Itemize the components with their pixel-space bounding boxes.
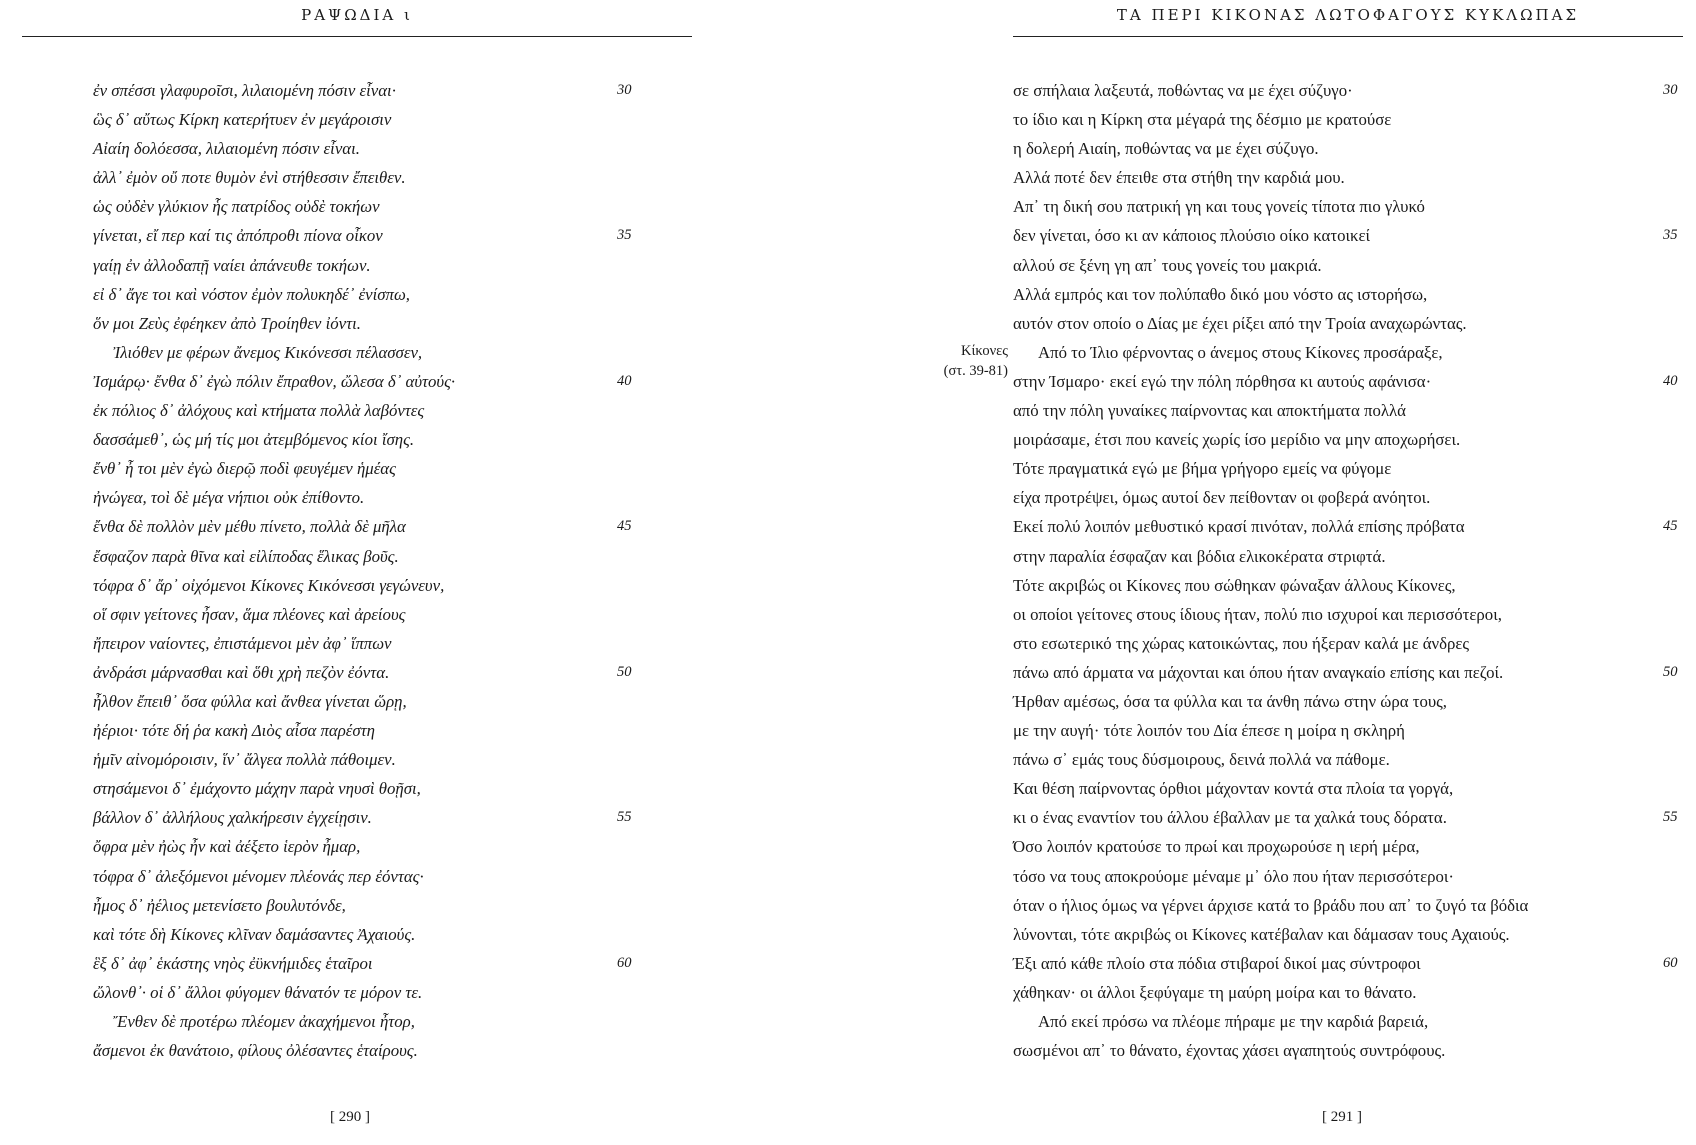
verse-line [0, 105, 848, 134]
verse-line [0, 192, 848, 221]
verse-text: με την αυγή· τότε λοιπόν του Δία έπεσε η μοίρα η σκληρή [1013, 721, 1405, 741]
line-number: 35 [617, 227, 632, 244]
verse-line [0, 512, 848, 541]
verse-line [848, 803, 1696, 832]
verse-text: λύνονται, τότε ακριβώς οι Κίκονες κατέβαλαν και δάμασαν τους Αχαιούς. [1013, 924, 1510, 944]
margin-note-ref: (στ. 39-81) [943, 363, 1008, 379]
line-number: 35 [1663, 227, 1678, 244]
line-number: 40 [1663, 372, 1678, 389]
verse-text: ὡς οὐδὲν γλύκιον ἧς πατρίδος οὐδὲ τοκήων [93, 197, 380, 217]
verse-line [848, 745, 1696, 774]
verse-text: πάνω από άρματα να μάχονται και όπου ήταν αναγκαίο επίσης και πεζοί. [1013, 662, 1504, 682]
verse-text: οἵ σφιν γείτονες ἦσαν, ἅμα πλέονες καὶ ἀρείους [93, 604, 406, 624]
verse-line [848, 512, 1696, 541]
line-number: 50 [1663, 663, 1678, 680]
verse-line [0, 920, 848, 949]
verse-line [0, 949, 848, 978]
verse-text: ἦλθον ἔπειθ᾽ ὅσα φύλλα καὶ ἄνθεα γίνεται ὥρῃ, [93, 691, 407, 711]
verse-line [848, 454, 1696, 483]
verse-line [848, 687, 1696, 716]
verse-line [848, 134, 1696, 163]
verse-line [848, 658, 1696, 687]
verse-text: καὶ τότε δὴ Κίκονες κλῖναν δαμάσαντες Ἀχαιούς. [93, 924, 416, 944]
verse-text: βάλλον δ᾽ ἀλλήλους χαλκήρεσιν ἐγχείῃσιν. [93, 808, 372, 828]
verse-text: Ήρθαν αμέσως, όσα τα φύλλα και τα άνθη πάνω στην ώρα τους, [1013, 691, 1447, 711]
verse-line [848, 76, 1696, 105]
verse-line [0, 600, 848, 629]
verse-line [0, 134, 848, 163]
verse-line [0, 832, 848, 861]
verse-text: Εκεί πολύ λοιπόν μεθυστικό κρασί πινόταν, πολλά επίσης πρόβατα [1013, 517, 1465, 537]
page-number: [ 291 ] [1322, 1109, 1362, 1125]
verse-line [0, 1036, 848, 1065]
verse-line [0, 1007, 848, 1036]
verse-line [848, 396, 1696, 425]
verse-line [0, 280, 848, 309]
verse-line [0, 803, 848, 832]
line-number: 30 [617, 82, 632, 98]
verse-line [848, 716, 1696, 745]
verse-line [848, 425, 1696, 454]
running-header: ΡΑΨΩΔΙΑ ι [301, 6, 413, 24]
verse-text: τόφρα δ᾽ ἄρ᾽ οἰχόμενοι Κίκονες Κικόνεσσι γεγώνευν, [93, 575, 445, 595]
verse-text: αυτόν στον οποίο ο Δίας με έχει ρίξει από την Τροία αναχωρώντας. [1013, 313, 1467, 333]
verse-text: ἠέριοι· τότε δή ῥα κακὴ Διὸς αἶσα παρέστη [93, 721, 375, 741]
verse-line [0, 338, 848, 367]
verse-text: δεν γίνεται, όσο κι αν κάποιος πλούσιο οίκο κατοικεί [1013, 226, 1371, 246]
verse-text: τόφρα δ᾽ ἀλεξόμενοι μένομεν πλέονάς περ ἐόντας· [93, 866, 424, 886]
verse-line [0, 687, 848, 716]
right-page [848, 0, 1696, 1145]
verse-line [0, 658, 848, 687]
verse-text: ὣς δ᾽ αὔτως Κίρκη κατερήτυεν ἐν μεγάροισιν [93, 110, 392, 130]
verse-line [0, 309, 848, 338]
verse-text: μοιράσαμε, έτσι που κανείς χωρίς ίσο μερίδιο να μην αποχωρήσει. [1013, 430, 1461, 450]
verse-text: Τότε πραγματικά εγώ με βήμα γρήγορο εμείς να φύγομε [1013, 459, 1392, 479]
verse-text: ἄσμενοι ἐκ θανάτοιο, φίλους ὀλέσαντες ἑταίρους. [93, 1041, 418, 1061]
verse-text: χάθηκαν· οι άλλοι ξεφύγαμε τη μαύρη μοίρα και το θάνατο. [1013, 982, 1417, 1002]
verse-line [848, 629, 1696, 658]
verse-text: αλλού σε ξένη γη απ᾽ τους γονείς του μακριά. [1013, 255, 1322, 275]
verse-line [848, 221, 1696, 250]
verse-line [848, 280, 1696, 309]
verse-line [0, 629, 848, 658]
line-number: 40 [617, 372, 632, 389]
line-number: 55 [1663, 809, 1678, 826]
verse-text: Ἔνθεν δὲ προτέρω πλέομεν ἀκαχήμενοι ἦτορ, [113, 1012, 415, 1031]
verse-text: στην Ίσμαρο· εκεί εγώ την πόλη πόρθησα κι αυτούς αφάνισα· [1013, 371, 1432, 391]
verse-line [848, 251, 1696, 280]
verse-text: ἔνθ᾽ ἦ τοι μὲν ἐγὼ διερῷ ποδὶ φευγέμεν ἡμέας [93, 459, 396, 479]
verse-line [848, 832, 1696, 861]
verse-line [848, 571, 1696, 600]
verse-line [848, 600, 1696, 629]
verse-line [0, 221, 848, 250]
line-number: 30 [1663, 82, 1678, 98]
verse-line [0, 367, 848, 396]
verse-text: Αἰαίη δολόεσσα, λιλαιομένη πόσιν εἶναι. [93, 139, 360, 159]
verse-text: ἔνθα δὲ πολλὸν μὲν μέθυ πίνετο, πολλὰ δὲ μῆλα [93, 517, 406, 537]
verse-text: Ἰσμάρῳ· ἔνθα δ᾽ ἐγὼ πόλιν ἔπραθον, ὤλεσα δ᾽ αὐτούς· [93, 371, 456, 391]
verse-text: ἤπειρον ναίοντες, ἐπιστάμενοι μὲν ἀφ᾽ ἵππων [93, 633, 392, 653]
verse-line [0, 425, 848, 454]
line-number: 60 [617, 954, 632, 971]
verse-line [0, 483, 848, 512]
verse-text: εἰ δ᾽ ἄγε τοι καὶ νόστον ἐμὸν πολυκηδέ᾽ ἐνίσπω, [93, 284, 410, 304]
verse-text: κι ο ένας εναντίον του άλλου έβαλλαν με τα χαλκά τους δόρατα. [1013, 808, 1447, 828]
verse-text: ἠνώγεα, τοὶ δὲ μέγα νήπιοι οὐκ ἐπίθοντο. [93, 488, 365, 508]
verse-text: σωσμένοι απ᾽ το θάνατο, έχοντας χάσει αγαπητούς συντρόφους. [1013, 1041, 1446, 1061]
line-number: 45 [617, 518, 632, 535]
verse-text: Ἰλιόθεν με φέρων ἄνεμος Κικόνεσσι πέλασσεν, [113, 342, 423, 362]
verse-text: Τότε ακριβώς οι Κίκονες που σώθηκαν φώναξαν άλλους Κίκονες, [1013, 575, 1456, 595]
verse-text: ἀλλ᾽ ἐμὸν οὔ ποτε θυμὸν ἐνὶ στήθεσσιν ἔπειθεν. [93, 168, 406, 188]
verse-line [848, 483, 1696, 512]
running-header: ΤΑ ΠΕΡΙ ΚΙΚΟΝΑΣ ΛΩΤΟΦΑΓΟΥΣ ΚΥΚΛΩΠΑΣ [1116, 6, 1580, 24]
verse-text: στο εσωτερικό της χώρας κατοικώντας, που ήξεραν καλά με άνδρες [1013, 633, 1470, 653]
verse-text: Αλλά ποτέ δεν έπειθε στα στήθη την καρδιά μου. [1013, 168, 1345, 188]
verse-text: Και θέση παίρνοντας όρθιοι μάχονταν κοντά στα πλοία τα γοργά, [1013, 779, 1454, 799]
verse-line [0, 716, 848, 745]
verse-text: η δολερή Αιαίη, ποθώντας να με έχει σύζυγο. [1013, 139, 1319, 159]
verse-line [848, 163, 1696, 192]
verse-line [0, 454, 848, 483]
verse-text: το ίδιο και η Κίρκη στα μέγαρά της δέσμιο με κρατούσε [1013, 110, 1392, 130]
verse-text: ἀνδράσι μάρνασθαι καὶ ὅθι χρὴ πεζὸν ἐόντα. [93, 662, 390, 682]
verse-text: από την πόλη γυναίκες παίρνοντας και αποκτήματα πολλά [1013, 401, 1406, 421]
verse-line [848, 367, 1696, 396]
verse-text: τόσο να τους αποκρούομε μέναμε μ᾽ όλο που ήταν περισσότεροι· [1013, 866, 1455, 886]
verse-text: ἔσφαζον παρὰ θῖνα καὶ εἰλίποδας ἕλικας βοῦς. [93, 546, 399, 566]
verse-text: δασσάμεθ᾽, ὡς μή τίς μοι ἀτεμβόμενος κίοι ἴσης. [93, 430, 415, 450]
verse-text: ὤλονθ᾽· οἱ δ᾽ ἄλλοι φύγομεν θάνατόν τε μόρον τε. [93, 982, 423, 1002]
verse-line [0, 571, 848, 600]
verse-text: πάνω σ᾽ εμάς τους δύσμοιρους, δεινά πολλά να πάθομε. [1013, 750, 1390, 770]
verse-text: στησάμενοι δ᾽ ἐμάχοντο μάχην παρὰ νηυσὶ θοῇσι, [93, 779, 421, 799]
verse-line [848, 192, 1696, 221]
verse-line [848, 862, 1696, 891]
greek-verse-column [0, 76, 848, 1065]
verse-line [848, 309, 1696, 338]
verse-text: Έξι από κάθε πλοίο στα πόδια στιβαροί δικοί μας σύντροφοι [1013, 953, 1421, 973]
verse-line [848, 920, 1696, 949]
verse-text: ἐν σπέσσι γλαφυροῖσι, λιλαιομένη πόσιν εἶναι· [93, 81, 396, 100]
line-number: 45 [1663, 518, 1678, 535]
verse-line [0, 891, 848, 920]
verse-text: Όσο λοιπόν κρατούσε το πρωί και προχωρούσε η ιερή μέρα, [1013, 837, 1420, 857]
verse-line [0, 862, 848, 891]
verse-text: όταν ο ήλιος όμως να γέρνει άρχισε κατά το βράδυ που απ᾽ το ζυγό τα βόδια [1013, 895, 1529, 915]
verse-text: σε σπήλαια λαξευτά, ποθώντας να με έχει σύζυγο· [1013, 81, 1353, 100]
verse-line [848, 1036, 1696, 1065]
verse-line [848, 949, 1696, 978]
verse-line [848, 105, 1696, 134]
verse-line [848, 338, 1696, 367]
line-number: 50 [617, 663, 632, 680]
modern-translation-column [848, 76, 1696, 1065]
verse-text: Απ᾽ τη δική σου πατρική γη και τους γονείς τίποτα πιο γλυκό [1013, 197, 1425, 217]
line-number: 55 [617, 809, 632, 826]
verse-line [0, 978, 848, 1007]
verse-text: ἦμος δ᾽ ἠέλιος μετενίσετο βουλυτόνδε, [93, 895, 346, 915]
verse-line [848, 978, 1696, 1007]
margin-note-title: Κίκονες [961, 343, 1008, 359]
verse-text: Αλλά εμπρός και τον πολύπαθο δικό μου νόστο ας ιστορήσω, [1013, 284, 1428, 304]
verse-line [0, 396, 848, 425]
verse-text: ἐκ πόλιος δ᾽ ἀλόχους καὶ κτήματα πολλὰ λαβόντες [93, 401, 425, 421]
verse-line [848, 891, 1696, 920]
verse-text: Από εκεί πρόσω να πλέομε πήραμε με την καρδιά βαρειά, [1038, 1012, 1429, 1031]
verse-text: είχα προτρέψει, όμως αυτοί δεν πείθονταν οι φοβερά ανόητοι. [1013, 488, 1431, 508]
line-number: 60 [1663, 954, 1678, 971]
verse-line [0, 542, 848, 571]
verse-line [0, 251, 848, 280]
verse-text: γίνεται, εἴ περ καί τις ἀπόπροθι πίονα οἶκον [93, 226, 383, 246]
verse-line [0, 774, 848, 803]
header-rule [1013, 36, 1683, 37]
verse-line [0, 76, 848, 105]
header-rule [22, 36, 692, 37]
verse-text: ὅν μοι Ζεὺς ἐφέηκεν ἀπὸ Τροίηθεν ἰόντι. [93, 313, 361, 333]
verse-text: γαίῃ ἐν ἀλλοδαπῇ ναίει ἀπάνευθε τοκήων. [93, 255, 371, 275]
verse-line [848, 774, 1696, 803]
page-number: [ 290 ] [330, 1109, 370, 1125]
verse-text: στην παραλία έσφαζαν και βόδια ελικοκέρατα στριφτά. [1013, 546, 1386, 566]
verse-text: Από το Ίλιο φέρνοντας ο άνεμος στους Κίκονες προσάραξε, [1038, 342, 1443, 362]
verse-line [848, 542, 1696, 571]
verse-line [0, 745, 848, 774]
verse-line [0, 163, 848, 192]
verse-text: ἓξ δ᾽ ἀφ᾽ ἑκάστης νηὸς ἐϋκνήμιδες ἑταῖροι [93, 953, 373, 973]
verse-text: οι οποίοι γείτονες στους ίδιους ήταν, πολύ πιο ισχυροί και περισσότεροι, [1013, 604, 1502, 624]
verse-line [848, 1007, 1696, 1036]
verse-text: ὄφρα μὲν ἠὼς ἦν καὶ ἀέξετο ἱερὸν ἦμαρ, [93, 837, 361, 857]
verse-text: ἡμῖν αἰνομόροισιν, ἵν᾽ ἄλγεα πολλὰ πάθοιμεν. [93, 750, 396, 770]
